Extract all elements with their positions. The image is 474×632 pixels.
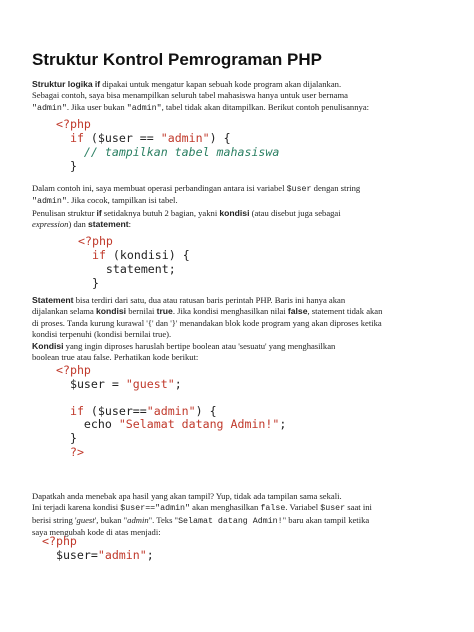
code-line: }	[91, 276, 99, 290]
italic-term: admin	[127, 514, 149, 525]
bold-term: Struktur logika	[32, 79, 93, 89]
bold-term: false	[287, 306, 308, 317]
inline-code: false	[260, 504, 286, 514]
inline-code: $user=="admin"	[120, 504, 191, 514]
code-block-2: <?php if (kondisi) { statement; }	[78, 234, 190, 290]
code-line: ;	[146, 548, 154, 562]
text-run: Ini terjadi karena kondisi	[32, 502, 121, 513]
page-title: Struktur Kontrol Pemrograman PHP	[32, 50, 322, 69]
text-run: dipakai untuk mengatur kapan sebuah kode program akan dijalankan.	[100, 79, 342, 89]
code-string: "admin"	[146, 403, 196, 418]
code-line: $user=	[55, 548, 98, 562]
code-block-4	[42, 534, 154, 562]
text-run: Dapatkah anda menebak apa hasil yang akan tampil? Yup, tidak ada tampilan sama sekali.	[32, 491, 342, 501]
text-run: bernilai	[126, 306, 157, 317]
text-run: ". Teks "	[148, 514, 179, 525]
bold-term: true	[156, 306, 173, 317]
code-line: <?php	[78, 234, 113, 248]
code-keyword: if	[69, 131, 84, 145]
code-line: ) {	[195, 403, 217, 418]
bold-term: statement	[88, 219, 129, 230]
inline-code: Selamat datang Admin!	[178, 516, 283, 526]
text-run: saat ini	[345, 502, 372, 513]
code-line: }	[69, 430, 77, 445]
italic-term: expression	[32, 219, 69, 230]
text-run: kondisi terpenuhi (kondisi bernilai true).	[32, 329, 172, 340]
code-line: echo	[83, 417, 119, 432]
text-run: yang ingin diproses haruslah bertipe boolean atau 'sesuatu' yang menghasilkan	[63, 340, 336, 351]
paragraph-statement	[32, 295, 450, 363]
bold-term: if	[96, 207, 102, 218]
inline-code: $user	[286, 185, 312, 194]
inline-code: "admin"	[126, 103, 162, 113]
text-run: (atau disebut juga sebagai	[249, 207, 341, 218]
code-line: ;	[174, 376, 182, 391]
text-run: Dalam contoh ini, saya membuat operasi perbandingan antara isi variabel	[32, 183, 287, 193]
code-line: <?php	[56, 363, 91, 377]
italic-term: guest	[76, 514, 95, 525]
code-string: "admin"	[97, 548, 147, 562]
bold-term: Statement	[32, 295, 74, 305]
text-run: setidaknya butuh 2 bagian, yakni	[101, 207, 220, 218]
bold-term: kondisi	[219, 207, 250, 218]
text-run: ) dan	[68, 219, 89, 230]
text-run: boolean true atau false. Perhatikan kode berikut:	[32, 352, 199, 363]
code-comment: // tampilkan tabel mahasiswa	[83, 145, 280, 159]
text-run: di proses. Tanda kurung kurawal '{' dan '}' menandakan blok kode program yang akan diproses ketika	[32, 317, 382, 328]
text-run: " baru akan tampil ketika	[282, 514, 370, 525]
text-run: ', bukan "	[94, 514, 128, 525]
code-line: <?php	[42, 534, 77, 548]
paragraph-result	[32, 491, 450, 539]
inline-code: $user	[320, 504, 346, 514]
text-run: . Variabel	[285, 502, 321, 513]
code-line: ;	[279, 417, 287, 432]
code-line: ?>	[69, 444, 84, 459]
code-line: <?php	[56, 117, 91, 131]
text-run: :	[128, 219, 131, 230]
text-run: akan menghasilkan	[190, 502, 261, 513]
text-run: berisi string '	[32, 514, 77, 525]
paragraph-intro	[32, 79, 450, 114]
code-line: statement;	[105, 262, 176, 276]
text-run: Penulisan struktur	[32, 207, 97, 218]
paragraph-explanation	[32, 183, 450, 231]
code-string: "guest"	[125, 376, 175, 391]
code-block-1: <?php if ($user == "admin") { // tampilkan tabel mahasiswa }	[56, 117, 280, 173]
text-run: dengan string	[311, 183, 361, 193]
text-run: . Jika user bukan	[66, 101, 127, 112]
text-run: Sebagai contoh, saya bisa menampilkan seluruh tabel mahasiswa hanya untuk user bernama	[32, 90, 348, 101]
code-block-3: <?php $user = "guest"; if ($user=="admin") { echo "Selamat datang Admin!"; } ?>	[56, 363, 287, 459]
code-line: $user =	[69, 376, 126, 391]
bold-term: Kondisi	[32, 340, 64, 351]
text-run: dijalankan selama	[32, 306, 96, 317]
inline-code: "admin"	[32, 197, 67, 207]
text-run: bisa terdiri dari satu, dua atau ratusan baris perintah PHP. Baris ini hanya akan	[73, 295, 346, 305]
bold-term: kondisi	[95, 306, 127, 317]
code-string: "admin"	[160, 131, 210, 145]
code-string: "Selamat datang Admin!"	[118, 417, 280, 432]
text-run: , tabel tidak akan ditampilkan. Berikut contoh penulisannya:	[161, 101, 370, 112]
bold-term: if	[94, 79, 101, 89]
code-line: }	[69, 159, 77, 173]
text-run: . Jika cocok, tampilkan isi tabel.	[66, 195, 178, 206]
inline-code: "admin"	[32, 103, 67, 113]
text-run: saya mengubah kode di atas menjadi:	[32, 527, 161, 538]
code-keyword: if	[69, 403, 84, 418]
text-run: . Jika kondisi menghasilkan nilai	[172, 306, 288, 317]
text-run: , statement tidak akan	[307, 306, 383, 317]
code-keyword: if	[91, 248, 106, 262]
